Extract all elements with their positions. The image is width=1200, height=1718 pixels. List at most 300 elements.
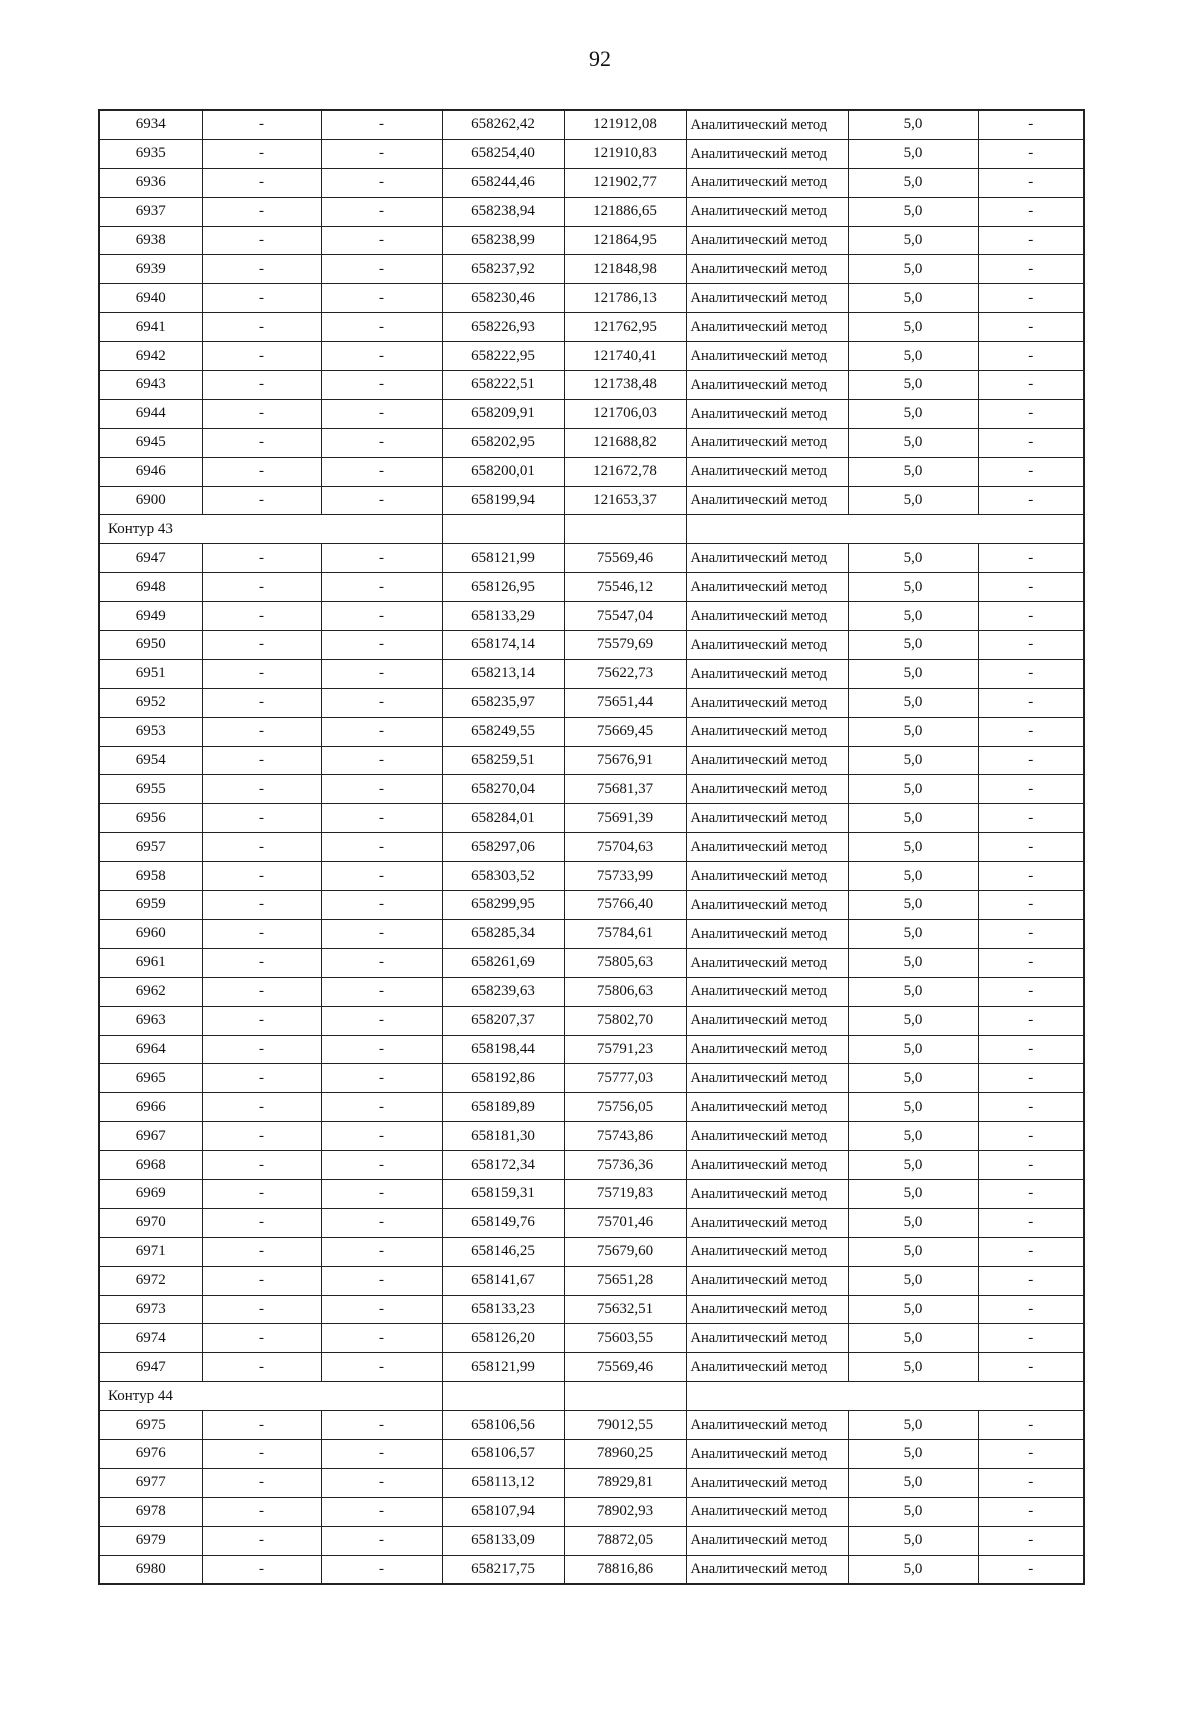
point-number-cell: 6935 (99, 139, 202, 168)
x-coordinate-cell: 658141,67 (442, 1266, 564, 1295)
dash-cell: - (321, 1151, 442, 1180)
point-number-cell: 6942 (99, 342, 202, 371)
table-row (99, 428, 1084, 457)
method-cell: Аналитический метод (686, 919, 848, 948)
dash-cell: - (202, 226, 321, 255)
dash-cell: - (202, 1122, 321, 1151)
x-coordinate-cell: 658238,99 (442, 226, 564, 255)
dash-cell: - (202, 919, 321, 948)
dash-cell: - (321, 1006, 442, 1035)
dash-cell: - (321, 948, 442, 977)
dash-cell: - (321, 573, 442, 602)
dash-cell: - (202, 1295, 321, 1324)
dash-cell: - (202, 977, 321, 1006)
dash-cell: - (978, 775, 1084, 804)
dash-cell: - (321, 775, 442, 804)
x-coordinate-cell: 658192,86 (442, 1064, 564, 1093)
method-cell: Аналитический метод (686, 226, 848, 255)
method-cell: Аналитический метод (686, 1324, 848, 1353)
y-coordinate-cell: 75701,46 (564, 1208, 686, 1237)
point-number-cell: 6950 (99, 631, 202, 660)
x-coordinate-cell: 658262,42 (442, 110, 564, 139)
dash-cell: - (202, 775, 321, 804)
dash-cell: - (202, 371, 321, 400)
point-number-cell: 6973 (99, 1295, 202, 1324)
accuracy-cell: 5,0 (848, 486, 978, 515)
x-coordinate-cell: 658230,46 (442, 284, 564, 313)
y-coordinate-cell: 121902,77 (564, 168, 686, 197)
x-coordinate-cell: 658222,95 (442, 342, 564, 371)
point-number-cell: 6936 (99, 168, 202, 197)
x-coordinate-cell: 658259,51 (442, 746, 564, 775)
y-coordinate-cell: 75743,86 (564, 1122, 686, 1151)
y-coordinate-cell: 75791,23 (564, 1035, 686, 1064)
method-cell: Аналитический метод (686, 1266, 848, 1295)
point-number-cell: 6964 (99, 1035, 202, 1064)
point-number-cell: 6953 (99, 717, 202, 746)
table-row (99, 197, 1084, 226)
empty-cell (442, 515, 564, 544)
point-number-cell: 6977 (99, 1468, 202, 1497)
method-cell: Аналитический метод (686, 313, 848, 342)
method-cell: Аналитический метод (686, 139, 848, 168)
x-coordinate-cell: 658113,12 (442, 1468, 564, 1497)
accuracy-cell: 5,0 (848, 313, 978, 342)
dash-cell: - (978, 428, 1084, 457)
x-coordinate-cell: 658172,34 (442, 1151, 564, 1180)
point-number-cell: 6969 (99, 1179, 202, 1208)
method-cell: Аналитический метод (686, 833, 848, 862)
dash-cell: - (978, 1266, 1084, 1295)
method-cell: Аналитический метод (686, 1526, 848, 1555)
dash-cell: - (978, 1324, 1084, 1353)
accuracy-cell: 5,0 (848, 197, 978, 226)
method-cell: Аналитический метод (686, 746, 848, 775)
accuracy-cell: 5,0 (848, 804, 978, 833)
y-coordinate-cell: 78816,86 (564, 1555, 686, 1584)
dash-cell: - (202, 1439, 321, 1468)
y-coordinate-cell: 121912,08 (564, 110, 686, 139)
dash-cell: - (978, 139, 1084, 168)
table-row (99, 573, 1084, 602)
dash-cell: - (321, 919, 442, 948)
accuracy-cell: 5,0 (848, 399, 978, 428)
empty-cell (686, 515, 1084, 544)
y-coordinate-cell: 75766,40 (564, 891, 686, 920)
method-cell: Аналитический метод (686, 1497, 848, 1526)
accuracy-cell: 5,0 (848, 255, 978, 284)
table-row (99, 775, 1084, 804)
x-coordinate-cell: 658133,09 (442, 1526, 564, 1555)
point-number-cell: 6900 (99, 486, 202, 515)
y-coordinate-cell: 121848,98 (564, 255, 686, 284)
y-coordinate-cell: 75569,46 (564, 1353, 686, 1382)
point-number-cell: 6976 (99, 1439, 202, 1468)
dash-cell: - (978, 313, 1084, 342)
table-row (99, 1179, 1084, 1208)
method-cell: Аналитический метод (686, 1468, 848, 1497)
table-row (99, 1324, 1084, 1353)
point-number-cell: 6963 (99, 1006, 202, 1035)
point-number-cell: 6946 (99, 457, 202, 486)
accuracy-cell: 5,0 (848, 919, 978, 948)
accuracy-cell: 5,0 (848, 1411, 978, 1440)
table-row (99, 1439, 1084, 1468)
table-row (99, 948, 1084, 977)
table-row (99, 110, 1084, 139)
accuracy-cell: 5,0 (848, 139, 978, 168)
accuracy-cell: 5,0 (848, 1122, 978, 1151)
y-coordinate-cell: 75651,28 (564, 1266, 686, 1295)
accuracy-cell: 5,0 (848, 1295, 978, 1324)
y-coordinate-cell: 75651,44 (564, 688, 686, 717)
table-row (99, 1266, 1084, 1295)
table-row (99, 717, 1084, 746)
method-cell: Аналитический метод (686, 1064, 848, 1093)
method-cell: Аналитический метод (686, 804, 848, 833)
x-coordinate-cell: 658133,29 (442, 602, 564, 631)
dash-cell: - (202, 1006, 321, 1035)
x-coordinate-cell: 658107,94 (442, 1497, 564, 1526)
table-row (99, 602, 1084, 631)
x-coordinate-cell: 658297,06 (442, 833, 564, 862)
dash-cell: - (978, 1411, 1084, 1440)
method-cell: Аналитический метод (686, 197, 848, 226)
x-coordinate-cell: 658254,40 (442, 139, 564, 168)
method-cell: Аналитический метод (686, 602, 848, 631)
table-row (99, 977, 1084, 1006)
method-cell: Аналитический метод (686, 110, 848, 139)
x-coordinate-cell: 658270,04 (442, 775, 564, 804)
y-coordinate-cell: 121886,65 (564, 197, 686, 226)
x-coordinate-cell: 658213,14 (442, 659, 564, 688)
method-cell: Аналитический метод (686, 659, 848, 688)
contour-header-row (99, 515, 1084, 544)
accuracy-cell: 5,0 (848, 1035, 978, 1064)
table-row (99, 544, 1084, 573)
table-row (99, 862, 1084, 891)
accuracy-cell: 5,0 (848, 631, 978, 660)
dash-cell: - (202, 399, 321, 428)
dash-cell: - (978, 948, 1084, 977)
table-row (99, 1151, 1084, 1180)
dash-cell: - (321, 1526, 442, 1555)
dash-cell: - (202, 110, 321, 139)
page-number: 92 (589, 46, 611, 71)
dash-cell: - (978, 1122, 1084, 1151)
y-coordinate-cell: 75719,83 (564, 1179, 686, 1208)
dash-cell: - (202, 1179, 321, 1208)
point-number-cell: 6978 (99, 1497, 202, 1526)
contour-label: Контур 43 (99, 515, 442, 544)
y-coordinate-cell: 121864,95 (564, 226, 686, 255)
accuracy-cell: 5,0 (848, 226, 978, 255)
method-cell: Аналитический метод (686, 1555, 848, 1584)
x-coordinate-cell: 658249,55 (442, 717, 564, 746)
dash-cell: - (321, 746, 442, 775)
dash-cell: - (978, 457, 1084, 486)
dash-cell: - (978, 573, 1084, 602)
point-number-cell: 6959 (99, 891, 202, 920)
x-coordinate-cell: 658222,51 (442, 371, 564, 400)
dash-cell: - (321, 1122, 442, 1151)
y-coordinate-cell: 75736,36 (564, 1151, 686, 1180)
point-number-cell: 6940 (99, 284, 202, 313)
table-row (99, 919, 1084, 948)
dash-cell: - (321, 1237, 442, 1266)
y-coordinate-cell: 75579,69 (564, 631, 686, 660)
dash-cell: - (202, 428, 321, 457)
dash-cell: - (321, 313, 442, 342)
method-cell: Аналитический метод (686, 1035, 848, 1064)
x-coordinate-cell: 658121,99 (442, 544, 564, 573)
dash-cell: - (978, 371, 1084, 400)
dash-cell: - (202, 631, 321, 660)
x-coordinate-cell: 658217,75 (442, 1555, 564, 1584)
dash-cell: - (321, 1179, 442, 1208)
x-coordinate-cell: 658199,94 (442, 486, 564, 515)
x-coordinate-cell: 658121,99 (442, 1353, 564, 1382)
table-row (99, 1526, 1084, 1555)
dash-cell: - (978, 342, 1084, 371)
point-number-cell: 6962 (99, 977, 202, 1006)
empty-cell (442, 1382, 564, 1411)
table-row (99, 313, 1084, 342)
method-cell: Аналитический метод (686, 1208, 848, 1237)
point-number-cell: 6939 (99, 255, 202, 284)
dash-cell: - (321, 862, 442, 891)
y-coordinate-cell: 75679,60 (564, 1237, 686, 1266)
accuracy-cell: 5,0 (848, 775, 978, 804)
y-coordinate-cell: 75691,39 (564, 804, 686, 833)
table-row (99, 688, 1084, 717)
accuracy-cell: 5,0 (848, 168, 978, 197)
accuracy-cell: 5,0 (848, 457, 978, 486)
point-number-cell: 6968 (99, 1151, 202, 1180)
table-row (99, 833, 1084, 862)
y-coordinate-cell: 121910,83 (564, 139, 686, 168)
y-coordinate-cell: 121653,37 (564, 486, 686, 515)
y-coordinate-cell: 75805,63 (564, 948, 686, 977)
dash-cell: - (202, 602, 321, 631)
point-number-cell: 6954 (99, 746, 202, 775)
dash-cell: - (321, 428, 442, 457)
y-coordinate-cell: 75669,45 (564, 717, 686, 746)
dash-cell: - (202, 804, 321, 833)
y-coordinate-cell: 75733,99 (564, 862, 686, 891)
coordinates-table-body (99, 110, 1084, 1584)
method-cell: Аналитический метод (686, 428, 848, 457)
dash-cell: - (202, 486, 321, 515)
table-row (99, 457, 1084, 486)
dash-cell: - (978, 602, 1084, 631)
table-row (99, 1497, 1084, 1526)
table-row (99, 1555, 1084, 1584)
method-cell: Аналитический метод (686, 1179, 848, 1208)
table-row (99, 486, 1084, 515)
table-row (99, 1035, 1084, 1064)
dash-cell: - (321, 226, 442, 255)
y-coordinate-cell: 78960,25 (564, 1439, 686, 1468)
dash-cell: - (202, 342, 321, 371)
point-number-cell: 6941 (99, 313, 202, 342)
dash-cell: - (321, 168, 442, 197)
point-number-cell: 6937 (99, 197, 202, 226)
y-coordinate-cell: 75546,12 (564, 573, 686, 602)
accuracy-cell: 5,0 (848, 659, 978, 688)
method-cell: Аналитический метод (686, 717, 848, 746)
dash-cell: - (978, 197, 1084, 226)
dash-cell: - (978, 891, 1084, 920)
accuracy-cell: 5,0 (848, 1353, 978, 1382)
accuracy-cell: 5,0 (848, 1324, 978, 1353)
accuracy-cell: 5,0 (848, 688, 978, 717)
accuracy-cell: 5,0 (848, 1006, 978, 1035)
accuracy-cell: 5,0 (848, 1266, 978, 1295)
accuracy-cell: 5,0 (848, 1526, 978, 1555)
dash-cell: - (978, 1497, 1084, 1526)
table-row (99, 891, 1084, 920)
table-row (99, 168, 1084, 197)
accuracy-cell: 5,0 (848, 284, 978, 313)
dash-cell: - (321, 1035, 442, 1064)
accuracy-cell: 5,0 (848, 717, 978, 746)
contour-header-row (99, 1382, 1084, 1411)
accuracy-cell: 5,0 (848, 1208, 978, 1237)
dash-cell: - (321, 1468, 442, 1497)
dash-cell: - (202, 746, 321, 775)
dash-cell: - (321, 1439, 442, 1468)
accuracy-cell: 5,0 (848, 428, 978, 457)
x-coordinate-cell: 658285,34 (442, 919, 564, 948)
dash-cell: - (978, 631, 1084, 660)
accuracy-cell: 5,0 (848, 342, 978, 371)
accuracy-cell: 5,0 (848, 977, 978, 1006)
dash-cell: - (321, 197, 442, 226)
dash-cell: - (978, 1006, 1084, 1035)
y-coordinate-cell: 75806,63 (564, 977, 686, 1006)
accuracy-cell: 5,0 (848, 371, 978, 400)
dash-cell: - (321, 1266, 442, 1295)
table-row (99, 1064, 1084, 1093)
x-coordinate-cell: 658181,30 (442, 1122, 564, 1151)
x-coordinate-cell: 658133,23 (442, 1295, 564, 1324)
dash-cell: - (202, 573, 321, 602)
x-coordinate-cell: 658149,76 (442, 1208, 564, 1237)
table-row (99, 1468, 1084, 1497)
dash-cell: - (202, 1151, 321, 1180)
method-cell: Аналитический метод (686, 255, 848, 284)
dash-cell: - (321, 1064, 442, 1093)
empty-cell (564, 1382, 686, 1411)
y-coordinate-cell: 75704,63 (564, 833, 686, 862)
y-coordinate-cell: 75681,37 (564, 775, 686, 804)
dash-cell: - (978, 804, 1084, 833)
y-coordinate-cell: 75784,61 (564, 919, 686, 948)
dash-cell: - (321, 139, 442, 168)
table-row (99, 1122, 1084, 1151)
accuracy-cell: 5,0 (848, 1179, 978, 1208)
x-coordinate-cell: 658198,44 (442, 1035, 564, 1064)
y-coordinate-cell: 75676,91 (564, 746, 686, 775)
point-number-cell: 6958 (99, 862, 202, 891)
dash-cell: - (321, 891, 442, 920)
y-coordinate-cell: 121762,95 (564, 313, 686, 342)
table-row (99, 1006, 1084, 1035)
x-coordinate-cell: 658106,56 (442, 1411, 564, 1440)
method-cell: Аналитический метод (686, 1093, 848, 1122)
point-number-cell: 6944 (99, 399, 202, 428)
method-cell: Аналитический метод (686, 862, 848, 891)
dash-cell: - (202, 197, 321, 226)
accuracy-cell: 5,0 (848, 1151, 978, 1180)
method-cell: Аналитический метод (686, 1122, 848, 1151)
accuracy-cell: 5,0 (848, 862, 978, 891)
dash-cell: - (202, 1324, 321, 1353)
method-cell: Аналитический метод (686, 1439, 848, 1468)
point-number-cell: 6965 (99, 1064, 202, 1093)
dash-cell: - (978, 399, 1084, 428)
dash-cell: - (202, 891, 321, 920)
point-number-cell: 6974 (99, 1324, 202, 1353)
dash-cell: - (202, 1064, 321, 1093)
dash-cell: - (978, 1295, 1084, 1324)
dash-cell: - (978, 1439, 1084, 1468)
method-cell: Аналитический метод (686, 1353, 848, 1382)
dash-cell: - (978, 255, 1084, 284)
table-row (99, 226, 1084, 255)
y-coordinate-cell: 75547,04 (564, 602, 686, 631)
accuracy-cell: 5,0 (848, 1497, 978, 1526)
y-coordinate-cell: 75569,46 (564, 544, 686, 573)
table-row (99, 1411, 1084, 1440)
point-number-cell: 6956 (99, 804, 202, 833)
point-number-cell: 6960 (99, 919, 202, 948)
dash-cell: - (202, 313, 321, 342)
point-number-cell: 6970 (99, 1208, 202, 1237)
dash-cell: - (978, 544, 1084, 573)
point-number-cell: 6947 (99, 1353, 202, 1382)
table-row (99, 284, 1084, 313)
table-row (99, 342, 1084, 371)
point-number-cell: 6943 (99, 371, 202, 400)
method-cell: Аналитический метод (686, 891, 848, 920)
accuracy-cell: 5,0 (848, 1468, 978, 1497)
x-coordinate-cell: 658159,31 (442, 1179, 564, 1208)
dash-cell: - (321, 688, 442, 717)
table-row (99, 1208, 1084, 1237)
point-number-cell: 6961 (99, 948, 202, 977)
dash-cell: - (202, 457, 321, 486)
dash-cell: - (978, 746, 1084, 775)
dash-cell: - (202, 717, 321, 746)
x-coordinate-cell: 658209,91 (442, 399, 564, 428)
dash-cell: - (202, 1353, 321, 1382)
dash-cell: - (202, 948, 321, 977)
method-cell: Аналитический метод (686, 168, 848, 197)
method-cell: Аналитический метод (686, 399, 848, 428)
method-cell: Аналитический метод (686, 1006, 848, 1035)
x-coordinate-cell: 658126,95 (442, 573, 564, 602)
method-cell: Аналитический метод (686, 544, 848, 573)
dash-cell: - (321, 284, 442, 313)
dash-cell: - (202, 1468, 321, 1497)
dash-cell: - (202, 659, 321, 688)
point-number-cell: 6947 (99, 544, 202, 573)
dash-cell: - (978, 1555, 1084, 1584)
dash-cell: - (202, 139, 321, 168)
y-coordinate-cell: 79012,55 (564, 1411, 686, 1440)
